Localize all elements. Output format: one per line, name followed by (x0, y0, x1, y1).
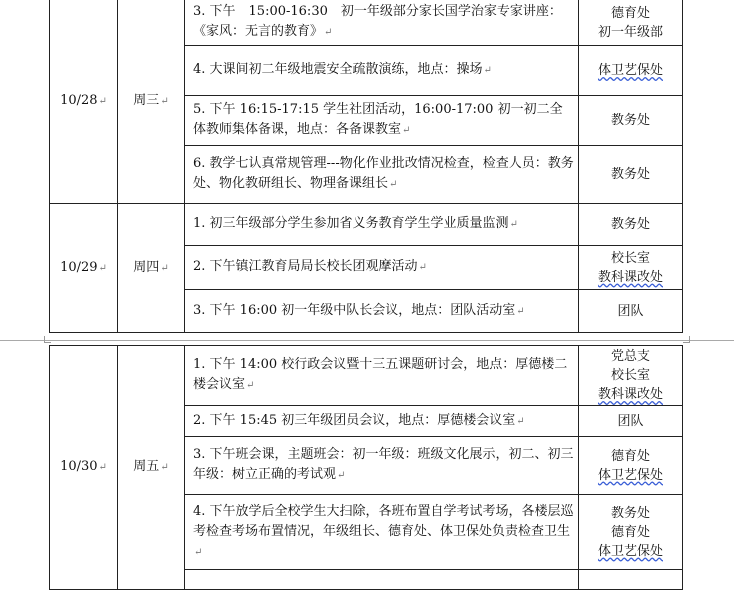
schedule-item-cut (185, 570, 579, 590)
schedule-item: 1. 初三年级部分学生参加省义务教育学生学业质量监测↵ (185, 204, 579, 246)
schedule-table-2 (49, 345, 683, 590)
schedule-item: 3. 下午班会课，主题班会：初一年级：班级文化展示，初二、初三年级：树立正确的考试观↵ (185, 437, 579, 495)
department-cell: 教务处 (579, 204, 683, 246)
table-row (50, 0, 683, 46)
schedule-item: 3. 下午 15:00-16:30 初一年级部分家长国学治家专家讲座：《家风：无言的教育》↵ (185, 0, 579, 46)
department-cell: 德育处 初一年级部 (579, 0, 683, 46)
department-cell: 体卫艺保处 (579, 46, 683, 96)
schedule-table-1 (49, 0, 683, 333)
department-cell: 党总支 校长室 教科课改处 (579, 346, 683, 406)
department-cell: 教务处 (579, 146, 683, 204)
schedule-item: 4. 下午放学后全校学生大扫除，各班布置自学考试考场，各楼层巡考检查考场布置情况，年级组长、德育处、体卫保处负责检查卫生↵ (185, 495, 579, 570)
schedule-item: 5. 下午 16:15-17:15 学生社团活动，16:00-17:00 初一初二全体教师集体备课，地点：各备课教室↵ (185, 96, 579, 146)
department-cell: 德育处 体卫艺保处 (579, 437, 683, 495)
weekday-cell: 周五↵ (118, 346, 185, 590)
department-cell: 团队 (579, 406, 683, 437)
table-row (50, 204, 683, 246)
schedule-item: 6. 教学七认真常规管理---物化作业批改情况检查，检查人员：教务处、物化教研组长、物理备课组长↵ (185, 146, 579, 204)
page-corner-mark (683, 336, 690, 343)
weekday-cell: 周三↵ (118, 0, 185, 204)
weekday-cell: 周四↵ (118, 204, 185, 333)
page-break-line (0, 340, 734, 341)
table-row (50, 346, 683, 406)
schedule-item: 3. 下午 16:00 初一年级中队长会议，地点：团队活动室↵ (185, 290, 579, 333)
department-cell: 团队 (579, 290, 683, 333)
schedule-item: 4. 大课间初二年级地震安全疏散演练，地点：操场↵ (185, 46, 579, 96)
department-cell: 校长室 教科课改处 (579, 246, 683, 290)
date-cell: 10/29↵ (50, 204, 118, 333)
schedule-item: 2. 下午镇江教育局局长校长团观摩活动↵ (185, 246, 579, 290)
page-corner-mark (44, 336, 51, 343)
schedule-item: 2. 下午 15:45 初三年级团员会议，地点：厚德楼会议室↵ (185, 406, 579, 437)
department-cell: 教务处 (579, 96, 683, 146)
date-cell: 10/30↵ (50, 346, 118, 590)
date-cell: 10/28↵ (50, 0, 118, 204)
department-cell: 教务处 德育处 体卫艺保处 (579, 495, 683, 570)
schedule-item: 1. 下午 14:00 校行政会议暨十三五课题研讨会，地点：厚德楼二楼会议室↵ (185, 346, 579, 406)
page-2 (0, 345, 734, 575)
department-cell-cut (579, 570, 683, 590)
